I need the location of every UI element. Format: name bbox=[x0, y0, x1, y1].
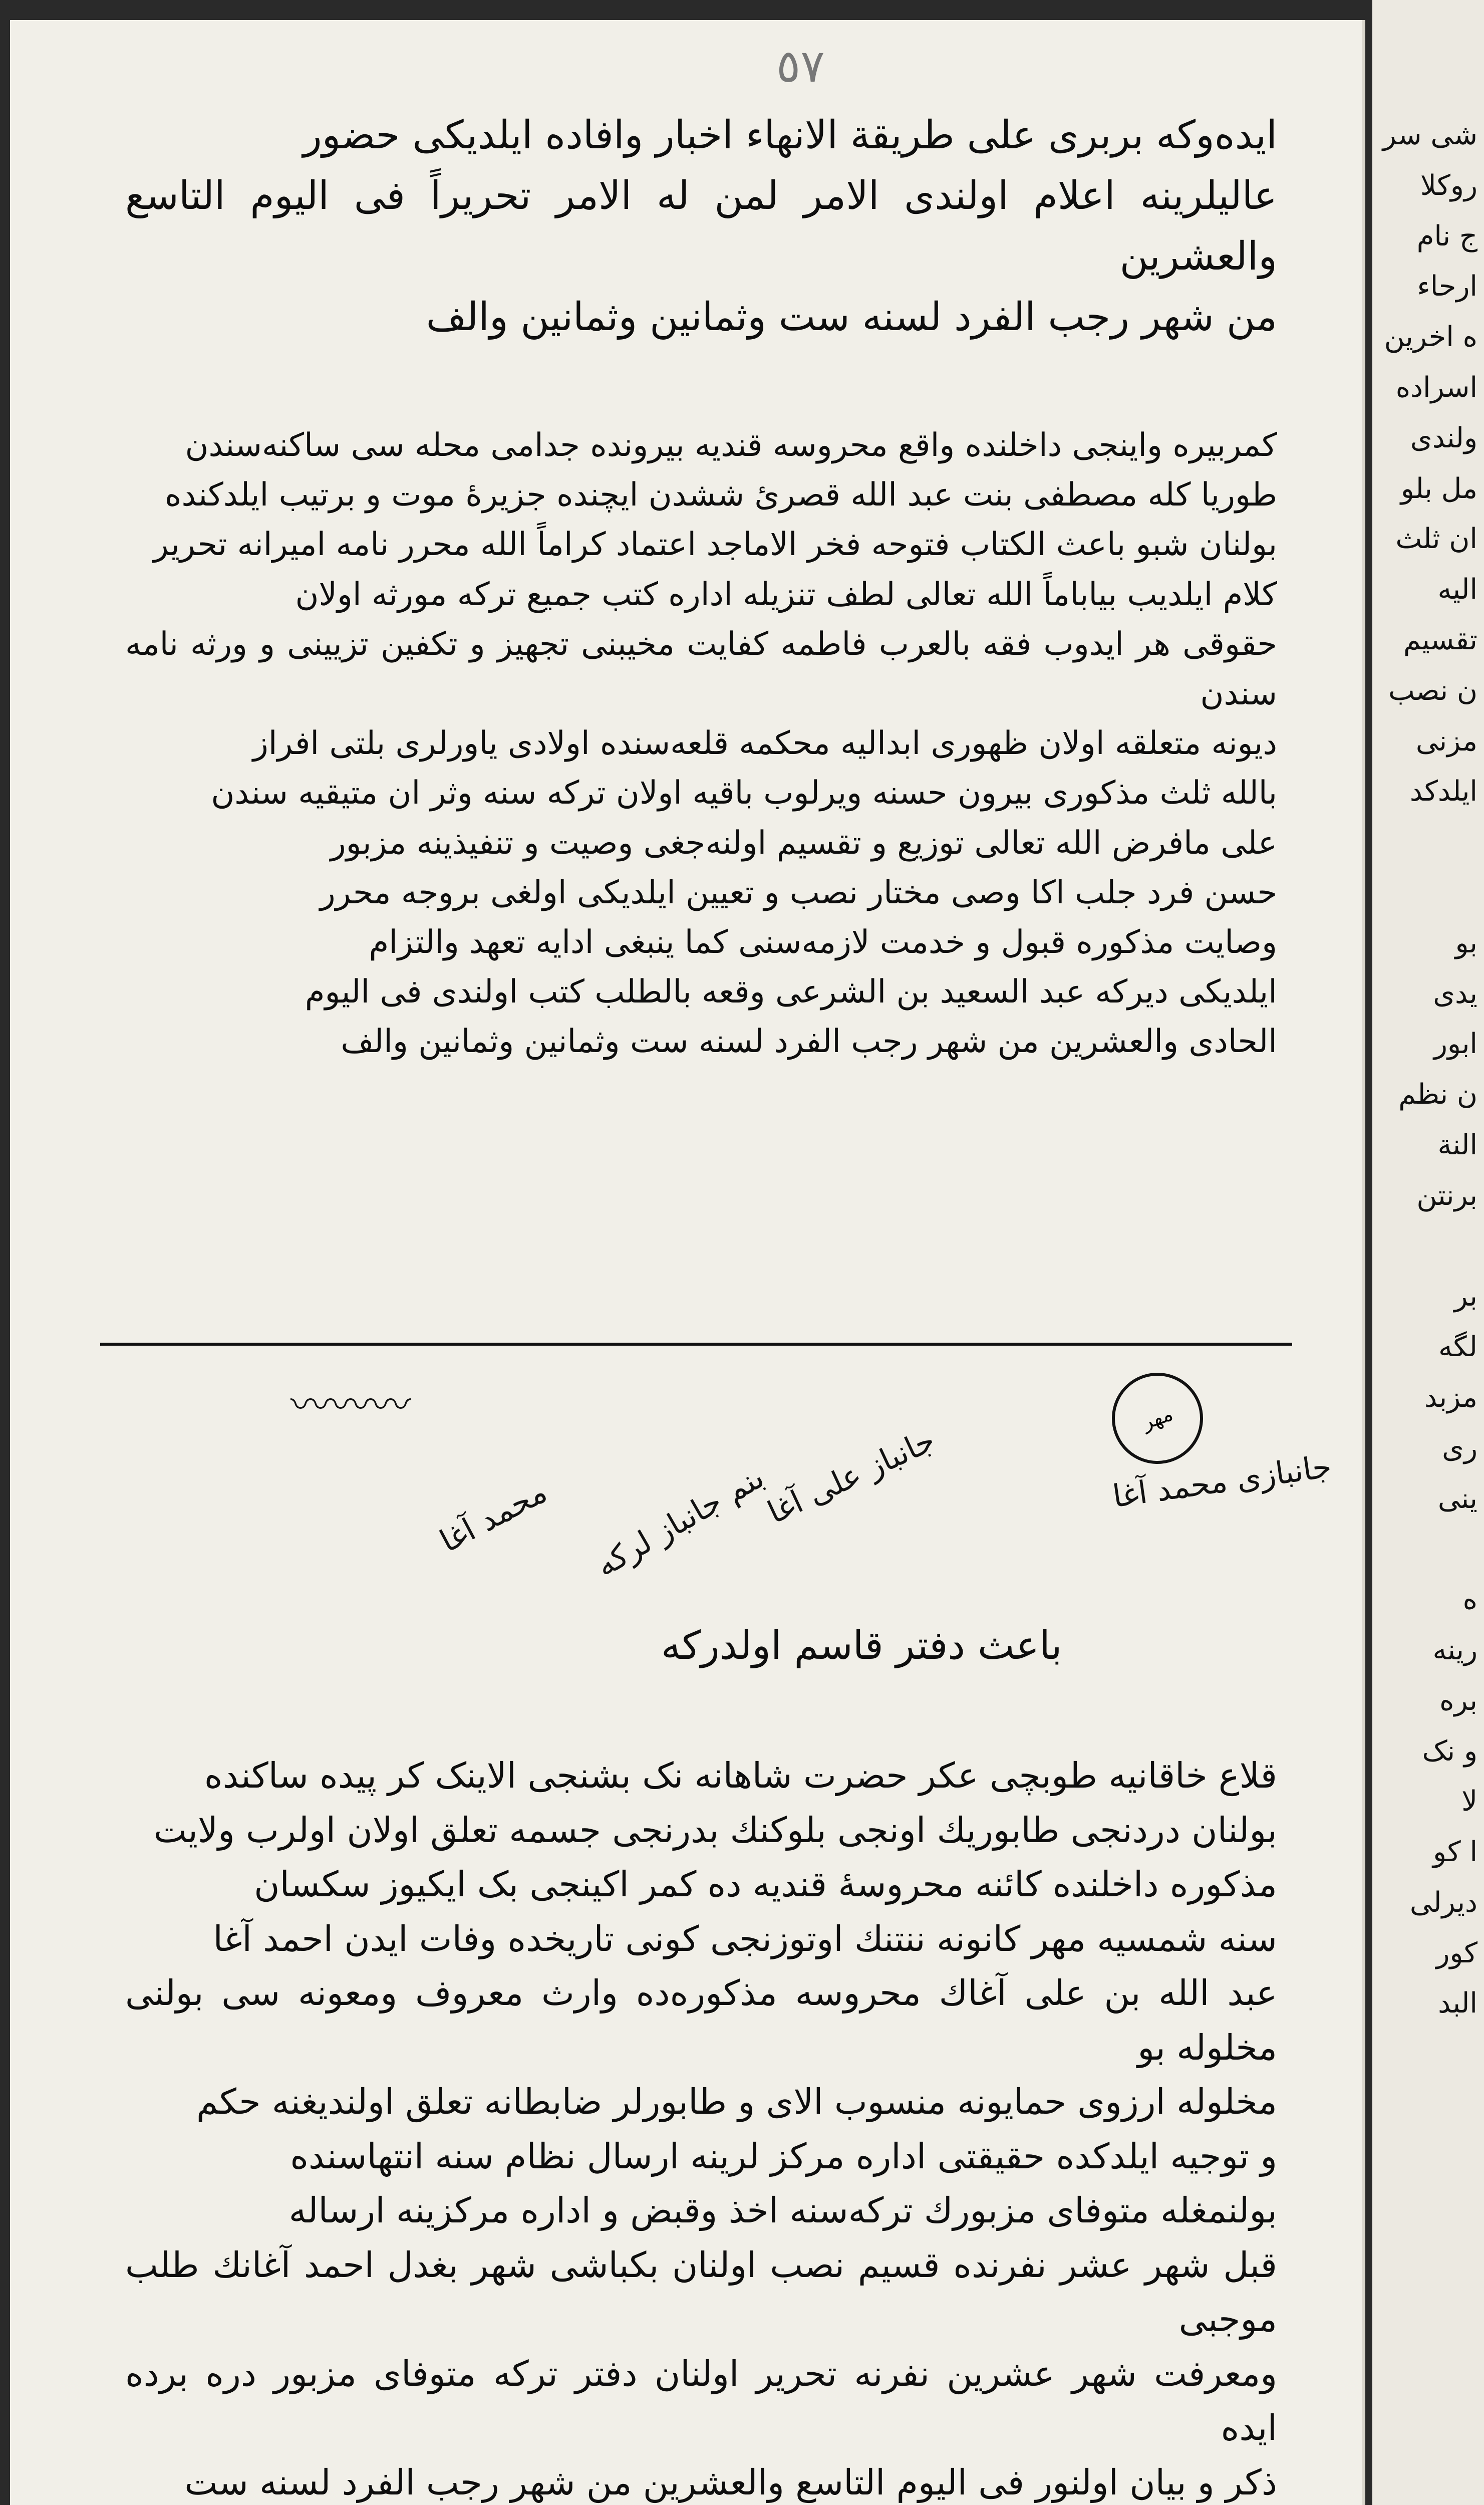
text-line: حقوقی هر ایدوب فقه بالعرب فاطمه کفایت مخیبنی تجهیز و تکفین تزیینی و ورثه نامه سندن bbox=[125, 625, 1277, 712]
text-fragment bbox=[1377, 1524, 1477, 1575]
text-fragment: رینه bbox=[1432, 1633, 1477, 1666]
witness-signature: جانباز علی آغا bbox=[762, 1421, 941, 1531]
text-fragment: النة bbox=[1437, 1128, 1477, 1161]
text-line: بولنان دردنجی طابوریك اونجی بلوکنك بدرنجی جسمه تعلق اولان اولرب ولایت bbox=[153, 1809, 1277, 1851]
text-fragment: شی سر bbox=[1382, 119, 1477, 151]
text-fragment: روکلا bbox=[1420, 169, 1477, 202]
text-line: عالیلرینه اعلام اولندی الامر لمن له الامر تحریراً فی الیوم التاسع والعشرین bbox=[125, 173, 1277, 279]
text-fragment: البد bbox=[1438, 1987, 1477, 2020]
text-fragment: ینی bbox=[1437, 1482, 1477, 1515]
text-fragment: ان ثلث bbox=[1395, 523, 1477, 556]
text-fragment bbox=[1377, 868, 1477, 918]
text-fragment: ا کو bbox=[1433, 1836, 1477, 1869]
text-fragment: مل بلو bbox=[1400, 472, 1477, 505]
text-fragment: بو bbox=[1455, 926, 1477, 959]
text-line: من شهر رجب الفرد لسنه ست وثمانین وثمانین والف bbox=[426, 294, 1277, 340]
text-line: کلام ایلدیب بیاباماً الله تعالی لطف تنزیله اداره کتب جمیع ترکه مورثه اولان bbox=[295, 576, 1277, 613]
entry-2-will-record bbox=[125, 421, 1277, 1067]
section-divider bbox=[100, 1343, 1292, 1346]
text-line: ذکر و بیان اولنور فی الیوم التاسع والعشرین من شهر رجب الفرد لسنه ست bbox=[184, 2461, 1277, 2503]
flourish-mark: 〰〰〰 bbox=[290, 1382, 411, 1428]
entry-3-estate-record bbox=[125, 1748, 1277, 2505]
text-fragment: ج نام bbox=[1416, 219, 1477, 253]
text-line: الحادی والعشرین من شهر رجب الفرد لسنه ست وثمانین وثمانین والف bbox=[341, 1023, 1277, 1061]
text-fragment: لگه bbox=[1438, 1331, 1477, 1364]
text-line: عبد الله بن علی آغاك محروسه مذکوره‌ده وارث معروف ومعونه سی بولنی مخلوله بو bbox=[125, 1972, 1277, 2068]
text-line: علی مافرض الله تعالی توزیع و تقسیم اولنه‌جغی وصیت و تنفیذینه مزبور bbox=[330, 824, 1277, 862]
text-line: مذکوره داخلنده کائنه محروسهٔ قندیه ده کمر اکینجی بک ایکیوز سکسان bbox=[254, 1864, 1277, 1905]
facing-page-text bbox=[1377, 110, 1477, 2029]
text-line: و توجیه ایلدکده حقیقتی اداره مرکز لرینه ارسال نظام سنه انتهاسنده bbox=[290, 2135, 1277, 2177]
witness-signature: محمد آغا bbox=[434, 1473, 553, 1560]
text-fragment: ارحاء bbox=[1417, 270, 1477, 303]
text-fragment: بر bbox=[1454, 1280, 1477, 1313]
text-fragment: کور bbox=[1436, 1936, 1477, 1969]
witness-signature: بنم جانباز لرکه bbox=[589, 1458, 770, 1584]
text-line: ایده‌وکه بربری علی طریقة الانهاء اخبار وافاده ایلدیکی حضور bbox=[303, 113, 1277, 158]
text-fragment: ه اخرین bbox=[1384, 321, 1477, 354]
text-line: کمربیره واینجی داخلنده واقع محروسه قندیه بیرونده جدامی محله سی ساکنه‌سندن bbox=[185, 427, 1277, 464]
text-fragment: الیه bbox=[1437, 573, 1477, 606]
text-fragment: ابور bbox=[1433, 1028, 1477, 1061]
text-fragment: بره bbox=[1439, 1684, 1477, 1717]
text-fragment bbox=[1377, 817, 1477, 868]
text-fragment: ن نصب bbox=[1388, 674, 1477, 707]
folio-number: ٥٧ bbox=[776, 40, 825, 93]
text-fragment: مزنی bbox=[1415, 724, 1477, 758]
text-fragment: ایلدکد bbox=[1409, 775, 1477, 808]
text-fragment: ری bbox=[1442, 1431, 1477, 1464]
text-line: بولنان شبو باعث الکتاب فتوحه فخر الاماجد اعتماد کراماً الله محرر نامه امیرانه تحریر bbox=[153, 526, 1277, 564]
text-line: ومعرفت شهر عشرین نفرنه تحریر اولنان دفتر ترکه متوفای مزبور دره برده ایده bbox=[125, 2353, 1277, 2448]
text-line: بالله ثلث مذکوری بیرون حسنه ویرلوب باقیه اولان ترکه سنه وثر ان متیقیه سندن bbox=[211, 775, 1277, 812]
text-fragment: ه bbox=[1462, 1583, 1477, 1616]
facing-page-edge bbox=[1372, 0, 1484, 2505]
text-line: طوریا کله مصطفی بنت عبد الله قصرئ ششدن ایچنده جزیرهٔ موت و برتیب ایلدکنده bbox=[164, 476, 1277, 514]
text-line: حسن فرد جلب اکا وصی مختار نصب و تعیین ایلدیکی اولغی بروجه محرر bbox=[320, 874, 1277, 911]
section-heading: باعث دفتر قاسم اولدرکه bbox=[661, 1623, 1062, 1668]
text-fragment: و نک bbox=[1422, 1734, 1477, 1768]
text-fragment: دیرلی bbox=[1409, 1886, 1477, 1919]
text-line: مخلوله ارزوی حمایونه منسوب الای و طابورلر ضابطانه تعلق اولندیغنه حکم bbox=[196, 2081, 1277, 2122]
text-line: ديونه متعلقه اولان ظهوری ابدالیه محکمه قلعه‌سنده اولادی یاورلری بلتی افراز bbox=[252, 725, 1277, 763]
text-fragment: ولندی bbox=[1410, 421, 1477, 454]
text-fragment: تقسیم bbox=[1403, 623, 1477, 656]
text-line: ایلدیکی دیرکه عبد السعید بن الشرعی وقعه بالطلب کتب اولندی فی الیوم bbox=[305, 973, 1277, 1011]
text-line: سنه شمسیه مهر کانونه ننتنك اوتوزنجی کونی تاریخده وفات ایدن احمد آغا bbox=[213, 1918, 1277, 1959]
seal-stamp: مهر bbox=[1099, 1360, 1216, 1476]
text-fragment: لا bbox=[1461, 1785, 1477, 1818]
manuscript-page bbox=[10, 20, 1365, 2505]
text-line: وصایت مذکوره قبول و خدمت لازمه‌سنی کما ینبغی ادایه تعهد والتزام bbox=[369, 923, 1277, 961]
text-line: بولنمغله متوفای مزبورك ترکه‌سنه اخذ وقبض و اداره مرکزینه ارساله bbox=[288, 2190, 1277, 2231]
text-fragment bbox=[1377, 1221, 1477, 1272]
text-fragment: یدی bbox=[1433, 977, 1477, 1010]
text-fragment: برنتن bbox=[1416, 1179, 1477, 1212]
text-fragment: ن نظم bbox=[1398, 1078, 1477, 1111]
text-line: قلاع خاقانیه طوبچی عکر حضرت شاهانه نک بشنجی الاینک کر پیده ساکنده bbox=[204, 1755, 1277, 1796]
text-fragment: اسراده bbox=[1395, 371, 1477, 404]
entry-1-conclusion bbox=[125, 105, 1277, 348]
text-line: قبل شهر عشر نفرنده قسیم نصب اولنان بکباشی شهر بغدل احمد آغانك طلب موجبی bbox=[125, 2244, 1277, 2340]
text-fragment: مزبد bbox=[1424, 1381, 1477, 1414]
witness-signature: جانبازی محمد آغا bbox=[1110, 1447, 1334, 1515]
